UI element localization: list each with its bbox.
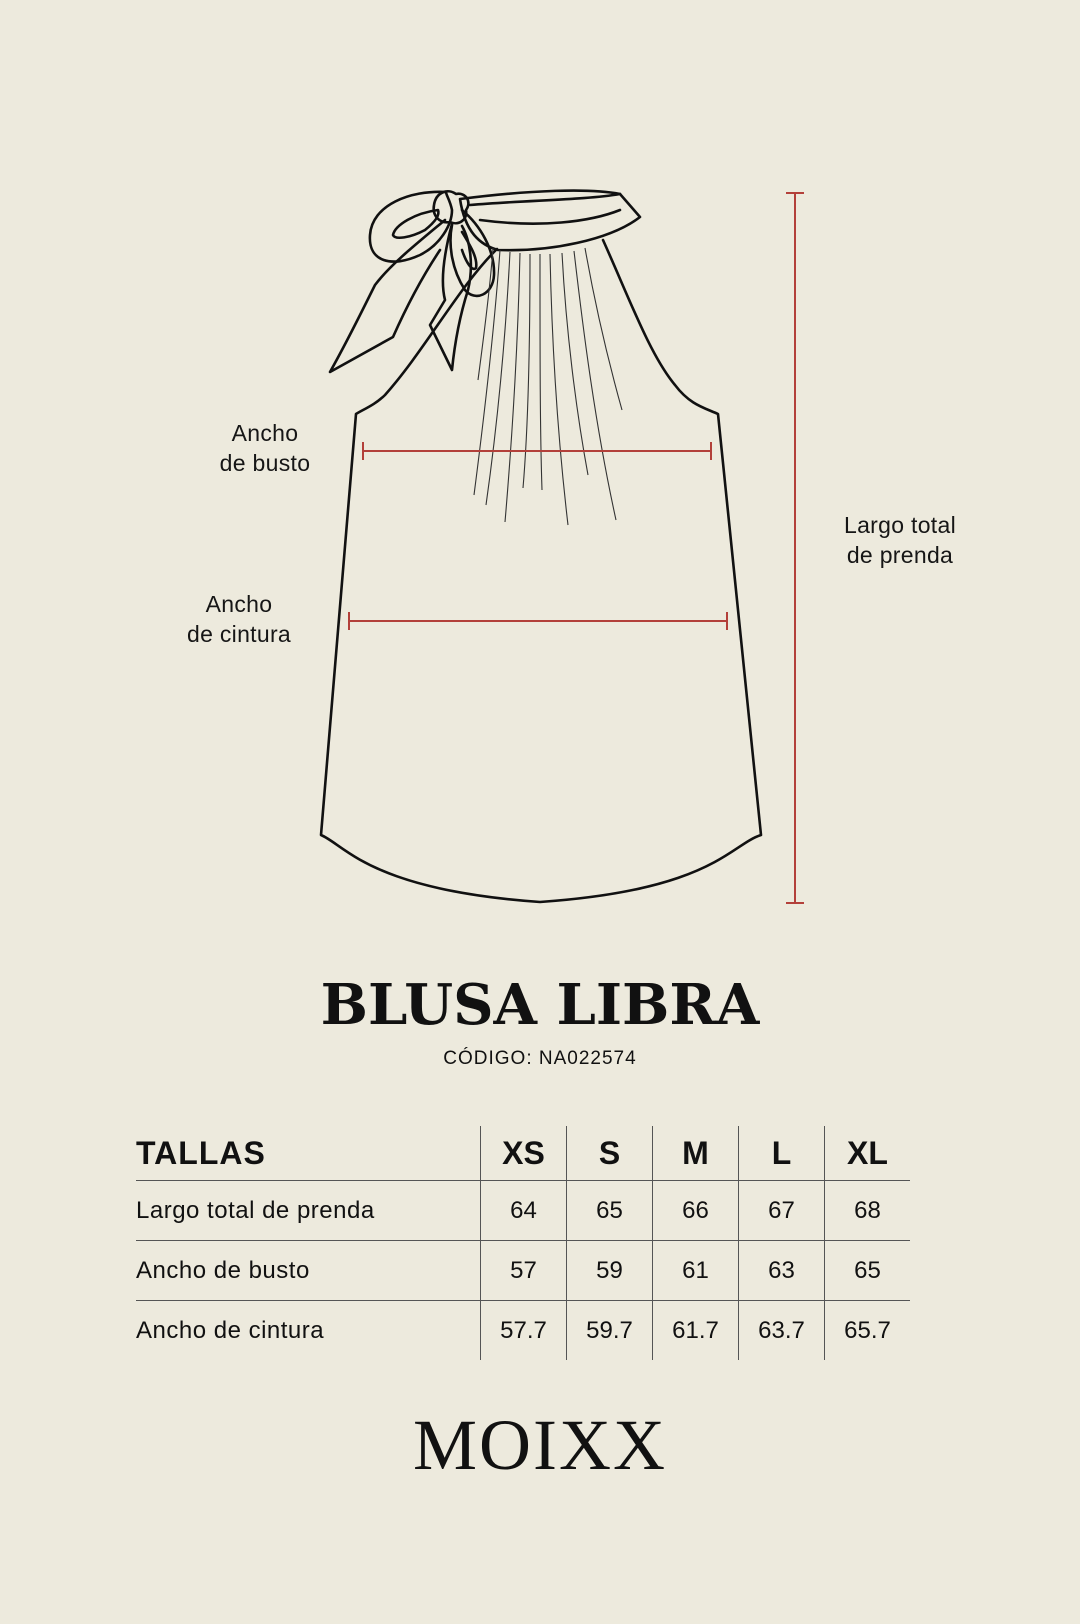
table-cell: 66 [653,1181,739,1241]
table-cell: 67 [739,1181,825,1241]
table-row [136,1241,910,1301]
table-row [136,1301,910,1361]
table-cell: 59 [567,1241,653,1301]
product-title: BLUSA LIBRA [320,972,760,1038]
table-cell: 57.7 [481,1301,567,1361]
table-cell: 63 [739,1241,825,1301]
bust-label-line2: de busto [219,450,311,476]
brand-logo: MOIXX [413,1405,667,1485]
measurement-lines [349,193,804,903]
product-code: CÓDIGO: NA022574 [443,1048,637,1069]
table-cell: 57 [481,1241,567,1301]
size-header-row [136,1126,910,1181]
waist-label-line1: Ancho [205,591,273,617]
length-label-line1: Largo total [844,512,956,538]
waist-measure-line [349,612,727,630]
pleat-lines [474,248,622,525]
size-table [136,1126,910,1360]
total-length-label [815,510,985,570]
table-cell: 65.7 [825,1301,911,1361]
sizes-header: TALLAS [136,1134,266,1171]
bust-label-line1: Ancho [231,420,299,446]
row-label: Ancho de busto [136,1241,481,1301]
size-s-header: S [567,1126,653,1181]
bust-measure-line [363,442,711,460]
table-cell: 65 [567,1181,653,1241]
length-measure-line [786,193,804,903]
length-label-line2: de prenda [846,542,954,568]
table-cell: 63.7 [739,1301,825,1361]
blouse-outline [321,191,761,902]
table-cell: 65 [825,1241,911,1301]
size-xs-header: XS [481,1126,567,1181]
waist-label-line2: de cintura [186,621,291,647]
bust-width-label [190,418,340,478]
row-label: Largo total de prenda [136,1181,481,1241]
size-l-header: L [739,1126,825,1181]
table-row [136,1181,910,1241]
table-cell: 59.7 [567,1301,653,1361]
row-label: Ancho de cintura [136,1301,481,1361]
size-xl-header: XL [825,1126,911,1181]
table-cell: 64 [481,1181,567,1241]
table-cell: 61.7 [653,1301,739,1361]
waist-width-label [164,589,314,649]
table-cell: 68 [825,1181,911,1241]
size-m-header: M [653,1126,739,1181]
table-cell: 61 [653,1241,739,1301]
